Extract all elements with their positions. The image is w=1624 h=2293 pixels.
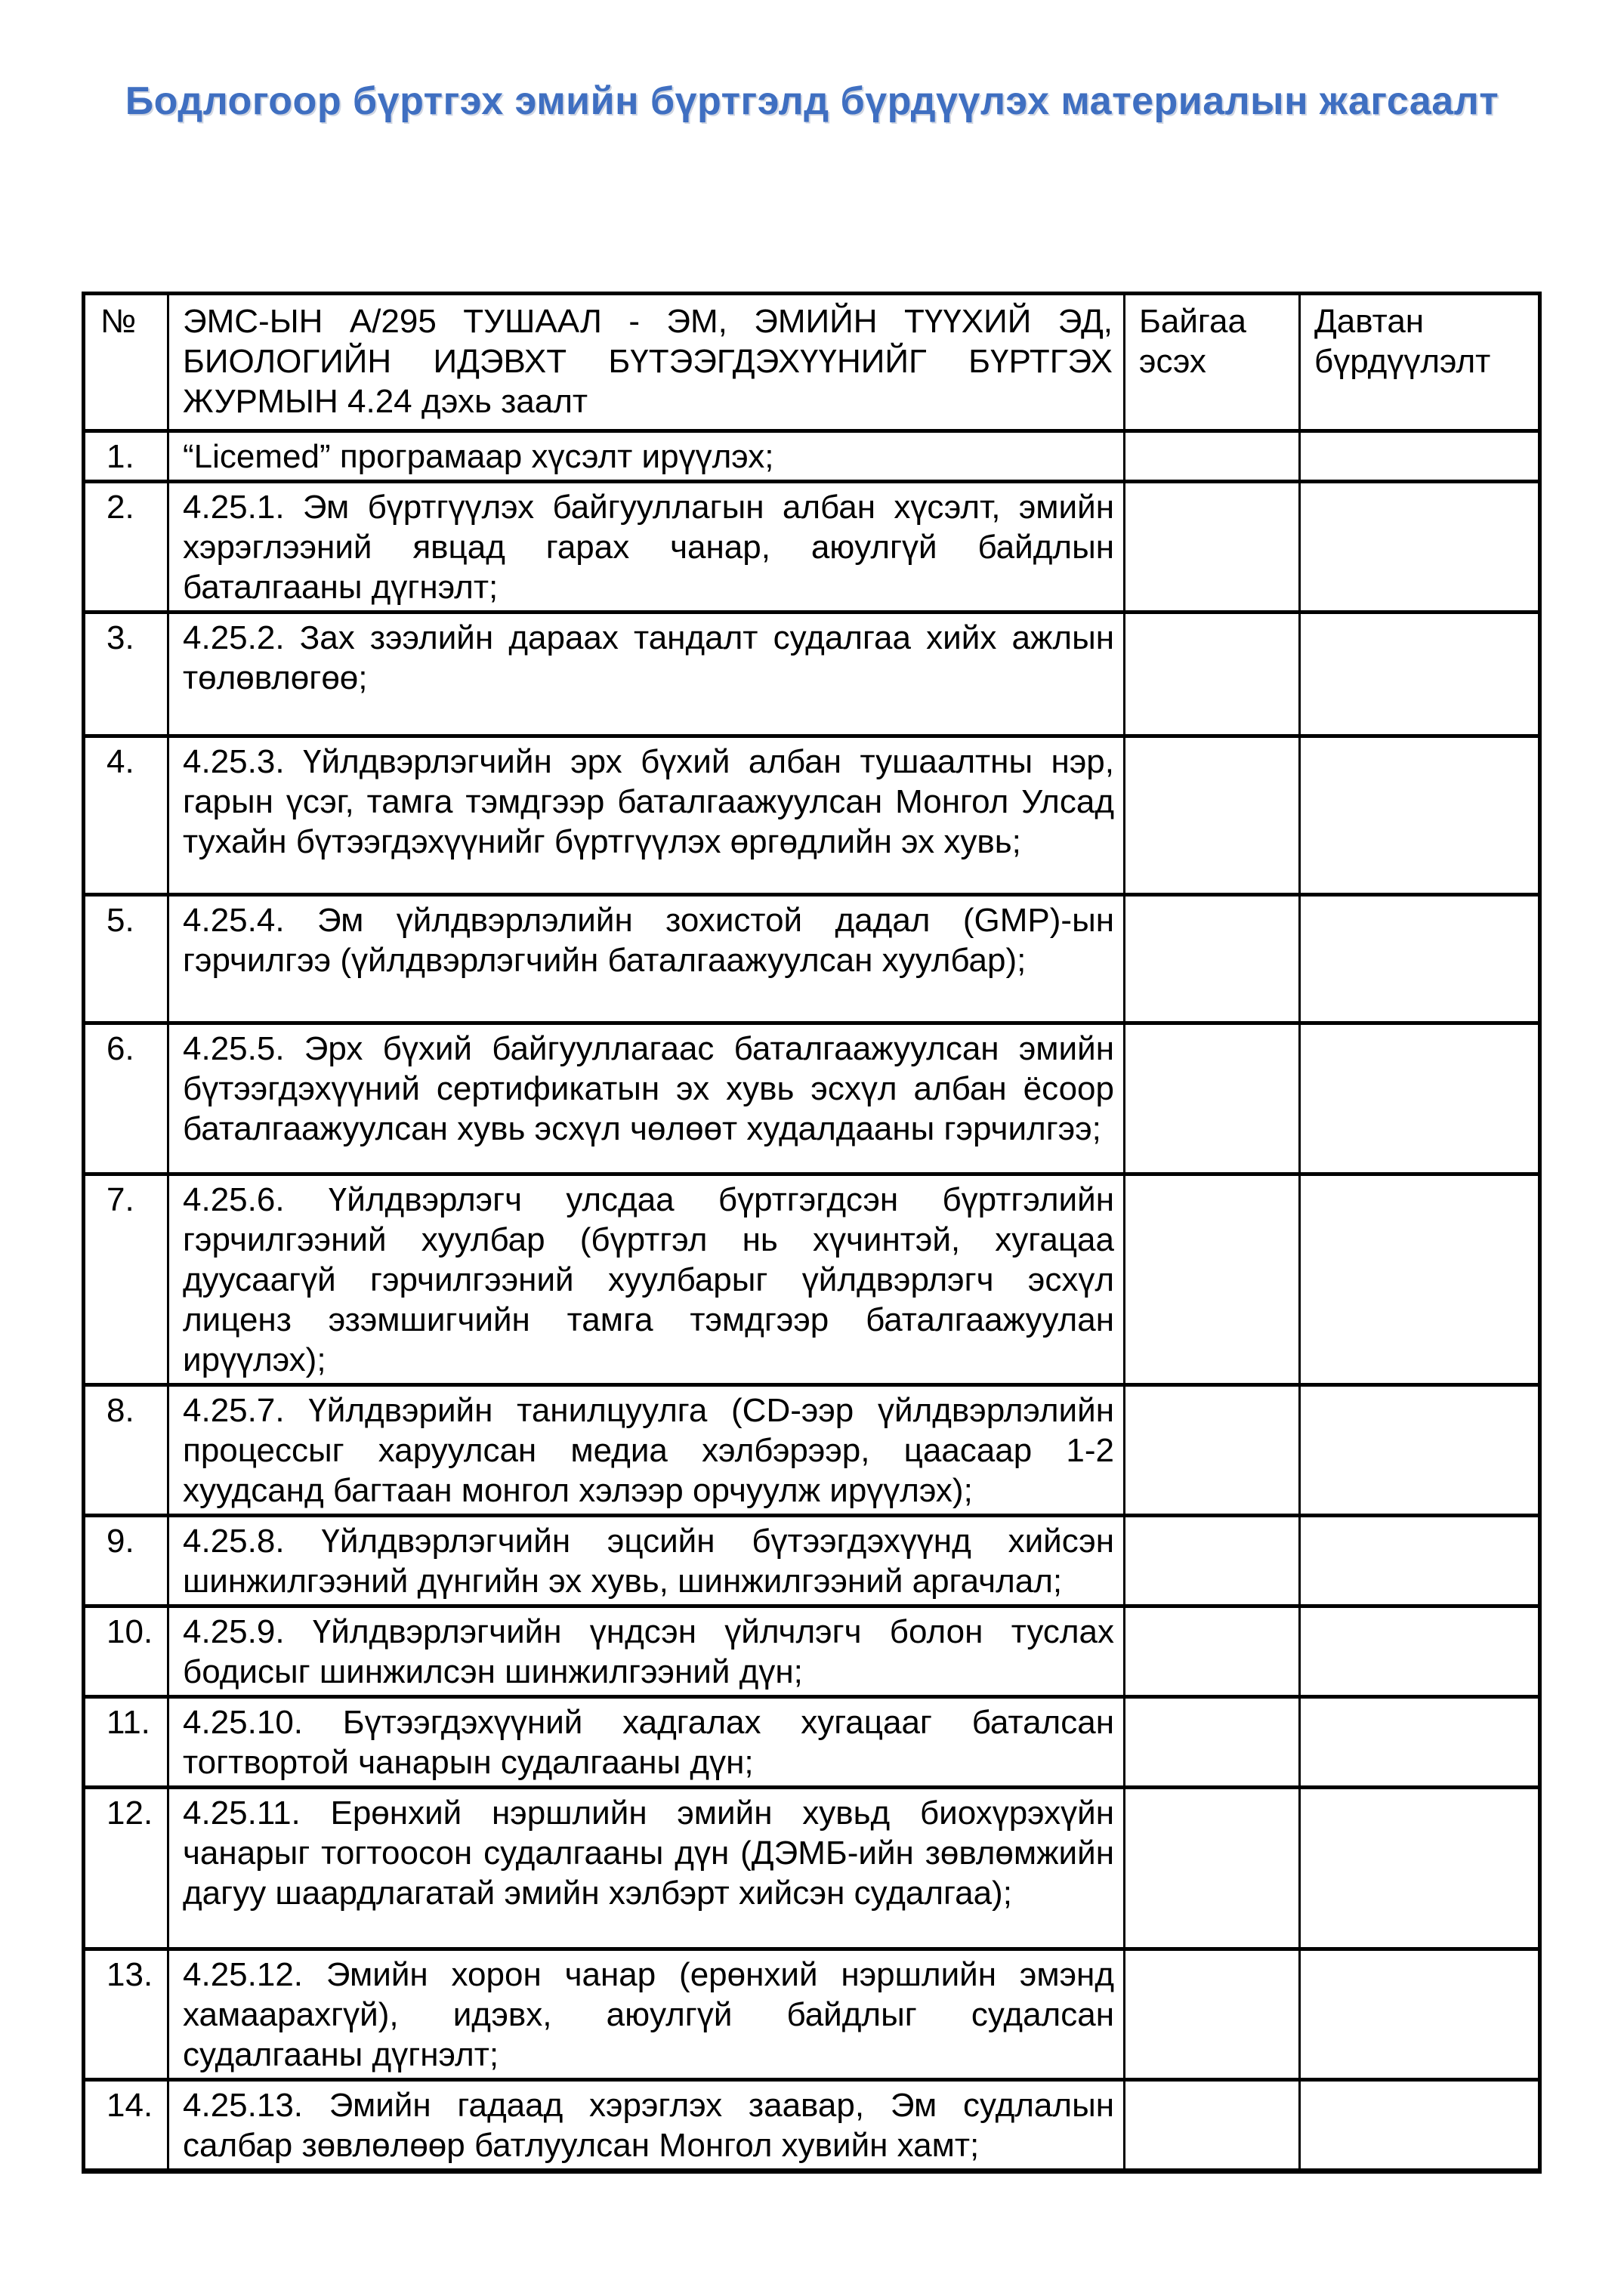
requirement-text: 4.25.3. Үйлдвэрлэгчийн эрх бүхий албан тушаалтны нэр, гарын үсэг, тамга тэмдгээр баталгаажуулсан Монгол Улсад тухайн бүтээгдэхүүнийг бүртгүүлэх өргөдлийн эх хувь; (168, 736, 1125, 895)
available-cell (1125, 613, 1300, 736)
table-row (84, 1385, 1540, 1516)
table-row (84, 1516, 1540, 1606)
table-header-row (84, 294, 1540, 431)
row-number: 11. (84, 1697, 168, 1788)
row-number: 4. (84, 736, 168, 895)
available-cell (1125, 736, 1300, 895)
table-row (84, 1606, 1540, 1697)
available-cell (1125, 2080, 1300, 2171)
available-cell (1125, 1697, 1300, 1788)
available-cell (1125, 1788, 1300, 1949)
col-repeat-header: Давтан бүрдүүлэлт (1300, 294, 1540, 431)
repeat-cell (1300, 1385, 1540, 1516)
row-number: 1. (84, 431, 168, 482)
requirement-text: 4.25.10. Бүтээгдэхүүний хадгалах хугацааг баталсан тогтвортой чанарын судалгааны дүн; (168, 1697, 1125, 1788)
available-cell (1125, 1516, 1300, 1606)
row-number: 13. (84, 1949, 168, 2080)
row-number: 3. (84, 613, 168, 736)
table-row (84, 1788, 1540, 1949)
requirement-text: 4.25.4. Эм үйлдвэрлэлийн зохистой дадал (GMP)-ын гэрчилгээ (үйлдвэрлэгчийн баталгаажуулсан хуулбар); (168, 895, 1125, 1023)
requirement-text: 4.25.5. Эрх бүхий байгууллагаас баталгаажуулсан эмийн бүтээгдэхүүний сертификатын эх хувь эсхүл албан ёсоор баталгаажуулсан хувь эсхүл чөлөөт худалдааны гэрчилгээ; (168, 1023, 1125, 1174)
repeat-cell (1300, 1023, 1540, 1174)
available-cell (1125, 1023, 1300, 1174)
repeat-cell (1300, 613, 1540, 736)
row-number: 8. (84, 1385, 168, 1516)
row-number: 5. (84, 895, 168, 1023)
table-row (84, 431, 1540, 482)
table-row (84, 482, 1540, 613)
requirement-text: 4.25.9. Үйлдвэрлэгчийн үндсэн үйлчлэгч болон туслах бодисыг шинжилсэн шинжилгээний дүн; (168, 1606, 1125, 1697)
table-row (84, 895, 1540, 1023)
requirement-text: 4.25.1. Эм бүртгүүлэх байгууллагын албан хүсэлт, эмийн хэрэглээний явцад гарах чанар, аюулгүй байдлын баталгааны дүгнэлт; (168, 482, 1125, 613)
repeat-cell (1300, 1606, 1540, 1697)
table-row (84, 613, 1540, 736)
requirement-text: 4.25.11. Ерөнхий нэршлийн эмийн хувьд биохүрэхүйн чанарыг тогтоосон судалгааны дүн (ДЭМБ-ийн зөвлөмжийн дагуу шаардлагатай эмийн хэлбэрт хийсэн судалгаа); (168, 1788, 1125, 1949)
requirement-text: “Licemed” програмаар хүсэлт ирүүлэх; (168, 431, 1125, 482)
available-cell (1125, 1949, 1300, 2080)
row-number: 6. (84, 1023, 168, 1174)
requirement-text: 4.25.7. Үйлдвэрийн танилцуулга (CD-ээр үйлдвэрлэлийн процессыг харуулсан медиа хэлбэрээр, цаасаар 1-2 хуудсанд багтаан монгол хэлээр орчуулж ирүүлэх); (168, 1385, 1125, 1516)
available-cell (1125, 1385, 1300, 1516)
requirement-text: 4.25.12. Эмийн хорон чанар (ерөнхий нэршлийн эмэнд хамаарахгүй), идэвх, аюулгүй байдлыг судалсан судалгааны дүгнэлт; (168, 1949, 1125, 2080)
row-number: 12. (84, 1788, 168, 1949)
row-number: 7. (84, 1174, 168, 1385)
requirement-text: 4.25.13. Эмийн гадаад хэрэглэх заавар, Эм судлалын салбар зөвлөлөөр батлуулсан Монгол хувийн хамт; (168, 2080, 1125, 2171)
table-row (84, 1949, 1540, 2080)
available-cell (1125, 895, 1300, 1023)
repeat-cell (1300, 2080, 1540, 2171)
requirement-text: 4.25.6. Үйлдвэрлэгч улсдаа бүртгэгдсэн бүртгэлийн гэрчилгээний хуулбар (бүртгэл нь хүчинтэй, хугацаа дуусаагүй гэрчилгээний хуулбарыг үйлдвэрлэгч эсхүл лиценз эзэмшигчийн тамга тэмдгээр баталгаажуулан ирүүлэх); (168, 1174, 1125, 1385)
repeat-cell (1300, 1174, 1540, 1385)
col-available-header: Байгаа эсэх (1125, 294, 1300, 431)
repeat-cell (1300, 1516, 1540, 1606)
table-row (84, 736, 1540, 895)
available-cell (1125, 1174, 1300, 1385)
repeat-cell (1300, 482, 1540, 613)
available-cell (1125, 1606, 1300, 1697)
row-number: 2. (84, 482, 168, 613)
table-row (84, 1697, 1540, 1788)
repeat-cell (1300, 1949, 1540, 2080)
table-row (84, 1174, 1540, 1385)
col-requirement-header: ЭМС-ЫН А/295 ТУШААЛ - ЭМ, ЭМИЙН ТҮҮХИЙ ЭД, БИОЛОГИЙН ИДЭВХТ БҮТЭЭГДЭХҮҮНИЙГ БҮРТГЭХ ЖУРМЫН 4.24 дэхь заалт (168, 294, 1125, 431)
repeat-cell (1300, 895, 1540, 1023)
table-row (84, 2080, 1540, 2171)
table-row (84, 1023, 1540, 1174)
available-cell (1125, 431, 1300, 482)
requirement-text: 4.25.8. Үйлдвэрлэгчийн эцсийн бүтээгдэхүүнд хийсэн шинжилгээний дүнгийн эх хувь, шинжилгээний аргачлал; (168, 1516, 1125, 1606)
repeat-cell (1300, 736, 1540, 895)
requirement-text: 4.25.2. Зах зээлийн дараах тандалт судалгаа хийх ажлын төлөвлөгөө; (168, 613, 1125, 736)
repeat-cell (1300, 1788, 1540, 1949)
page-title: Бодлогоор бүртгэх эмийн бүртгэлд бүрдүүлэх материалын жагсаалт (125, 79, 1499, 123)
row-number: 14. (84, 2080, 168, 2171)
row-number: 9. (84, 1516, 168, 1606)
available-cell (1125, 482, 1300, 613)
repeat-cell (1300, 1697, 1540, 1788)
registration-checklist-table (82, 292, 1542, 2174)
repeat-cell (1300, 431, 1540, 482)
col-number-header: № (84, 294, 168, 431)
row-number: 10. (84, 1606, 168, 1697)
